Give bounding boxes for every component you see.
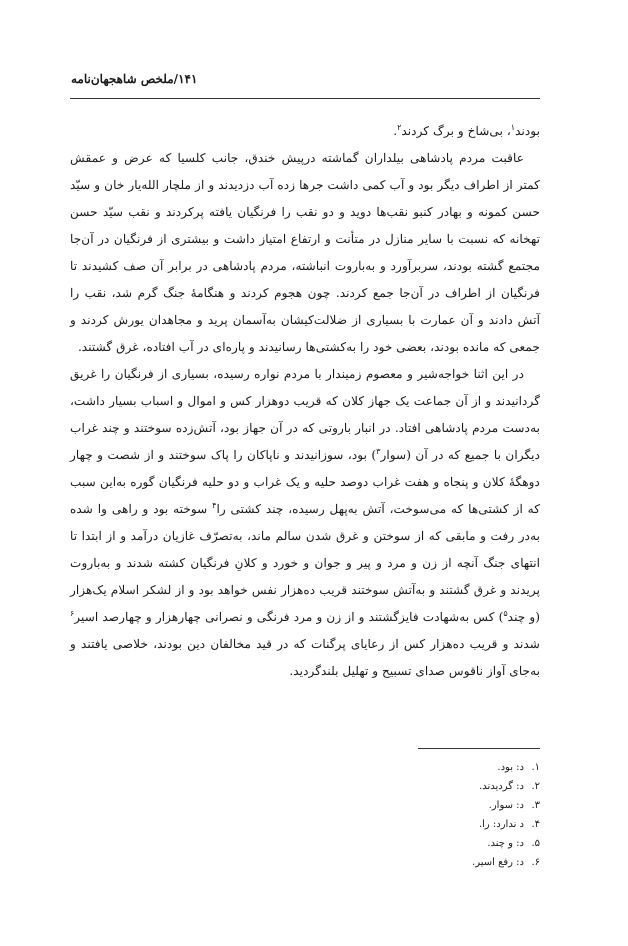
footnote — [330, 796, 540, 815]
footnote-rule — [418, 748, 540, 749]
paragraph — [70, 118, 540, 145]
footnote-ref: ۴ — [212, 500, 217, 510]
footnote-text: د: و چند. — [487, 838, 524, 849]
text-run: ) کس به‌شهادت فایزگشتند و از زن و مرد فرنگی و نصرانی چهارهزار و چهارصد اسیر — [74, 610, 504, 624]
footnote-text: د ندارد: را. — [478, 819, 524, 830]
text-run: در این اثنا خواجه‌شیر و معصوم زمیندار با مردم نواره رسیده، بسیاری از فرنگیان را غریق گردانیدند و از آن جماعت یک جهاز کلان که قریب دوهزار کس و اموال و اسباب بسیار داشت، به‌دست مردم پادشاهی افتاد. در انبار باروتی که در آن جهاز بود، آتش‌زده سوختند و چند غراب دیگران با جمیع که در آن (سوار — [70, 367, 540, 462]
footnote — [330, 815, 540, 834]
footnote-ref: ۵ — [503, 608, 508, 618]
text-run: ) بود، سوزانیدند و ناپاکان را پاک سوختند و از شصت و چهار دوهگهٔ کلان و پنجاه و هفت غراب دوصد حلیه و یک غراب و دو حلیه فرنگیان گوره به‌این سبب که از کشتی‌ها که می‌سوخت، آتش به‌پهل رسیده، چند کشتی را — [70, 448, 540, 516]
body-text — [70, 118, 540, 685]
text-run: شدند و قریب ده‌هزار کس از رعایای پرگنات که در قید مخالفان دین بودند، خلاصی یافتند و به‌جای آواز ناقوس صدای تسبیح و تهلیل بلندگردید. — [70, 637, 540, 678]
text-run: سوخته بود و راهی وا شده به‌در رفت و مابقی که از سوختن و غرق شدن سالم ماند، به‌تصرّف غازیان درآمد و از ابتدا تا انتهای جنگ آنچه از زن و مرد و پیر و جوان و خورد و کلانِ فرنگیان کشته شدند و به‌باروت پریدند و غرق گشتند و به‌آتش سوختند قریب ده‌هزار نفس خواهد بود و از لشکر اسلام یک‌هزار (و چند — [70, 502, 540, 624]
paragraph — [70, 145, 540, 361]
footnote-ref: ۱ — [510, 122, 516, 132]
footnote-number: ۱. — [531, 762, 540, 773]
footnote-number: ۳. — [531, 800, 540, 811]
text-run: ، بی‌شاخ و برگ کردند — [401, 124, 511, 138]
footnote-number: ۶. — [531, 857, 540, 868]
running-head: ۱۴۱/ملخص شاهجهان‌نامه — [71, 72, 198, 86]
footnote-number: ۲. — [531, 781, 540, 792]
footnote — [330, 777, 540, 796]
footnote-text: د: بود. — [497, 762, 524, 773]
paragraph — [70, 361, 540, 685]
text-run: . — [393, 124, 398, 138]
text-run: عاقبت مردم پادشاهی بیلداران گماشته درپیش خندق، جانب کلسیا که عرض و عمقش کمتر از اطراف دیگر بود و آب کمی داشت جرها زده آب دزدیدند و از ملچار الله‌یار خان و سیّد حسن کمونه و بهادر کنبو نقب‌ها دوید و دو نقب را فرنگیان یافته پرکردند و نقب سیّد حسن تهخانه که نسبت با سایر منازل در متأنت و ارتفاع امتیاز داشت و بیشتری از فرنگیان در آن‌جا مجتمع گشته بودند، سربرآورد و به‌باروت انباشته، مردم پادشاهی در برابر آن صف کشیدند تا فرنگیان از اطراف در آن‌جا جمع کردند. چون هجوم کردند و هنگامهٔ جنگ گرم شد، نقب را آتش دادند و آن عمارت با بسیاری از ضلالت‌کیشان به‌آسمان پرید و مجاهدان یورش کردند و جمعی که مانده بودند، بعضی خود را به‌کشتی‌ها رسانیدند و پاره‌ای در آب افتاده، غرق گشتند. — [70, 151, 540, 354]
text-run: بودند — [515, 124, 540, 138]
footnote — [330, 758, 540, 777]
footnotes — [330, 758, 540, 872]
footnote-ref: ۶ — [70, 608, 75, 618]
footnote-text: د: رفع اسیر. — [472, 857, 524, 868]
footnote-text: د: گردیدند. — [479, 781, 524, 792]
footnote-ref: ۳ — [376, 446, 381, 456]
page-header — [0, 72, 628, 92]
footnote — [330, 853, 540, 872]
header-rule — [70, 98, 540, 99]
footnote-text: د: سوار. — [488, 800, 524, 811]
footnote-number: ۵. — [531, 838, 540, 849]
footnote-ref: ۲ — [397, 122, 402, 132]
footnote — [330, 834, 540, 853]
footnote-number: ۴. — [531, 819, 540, 830]
